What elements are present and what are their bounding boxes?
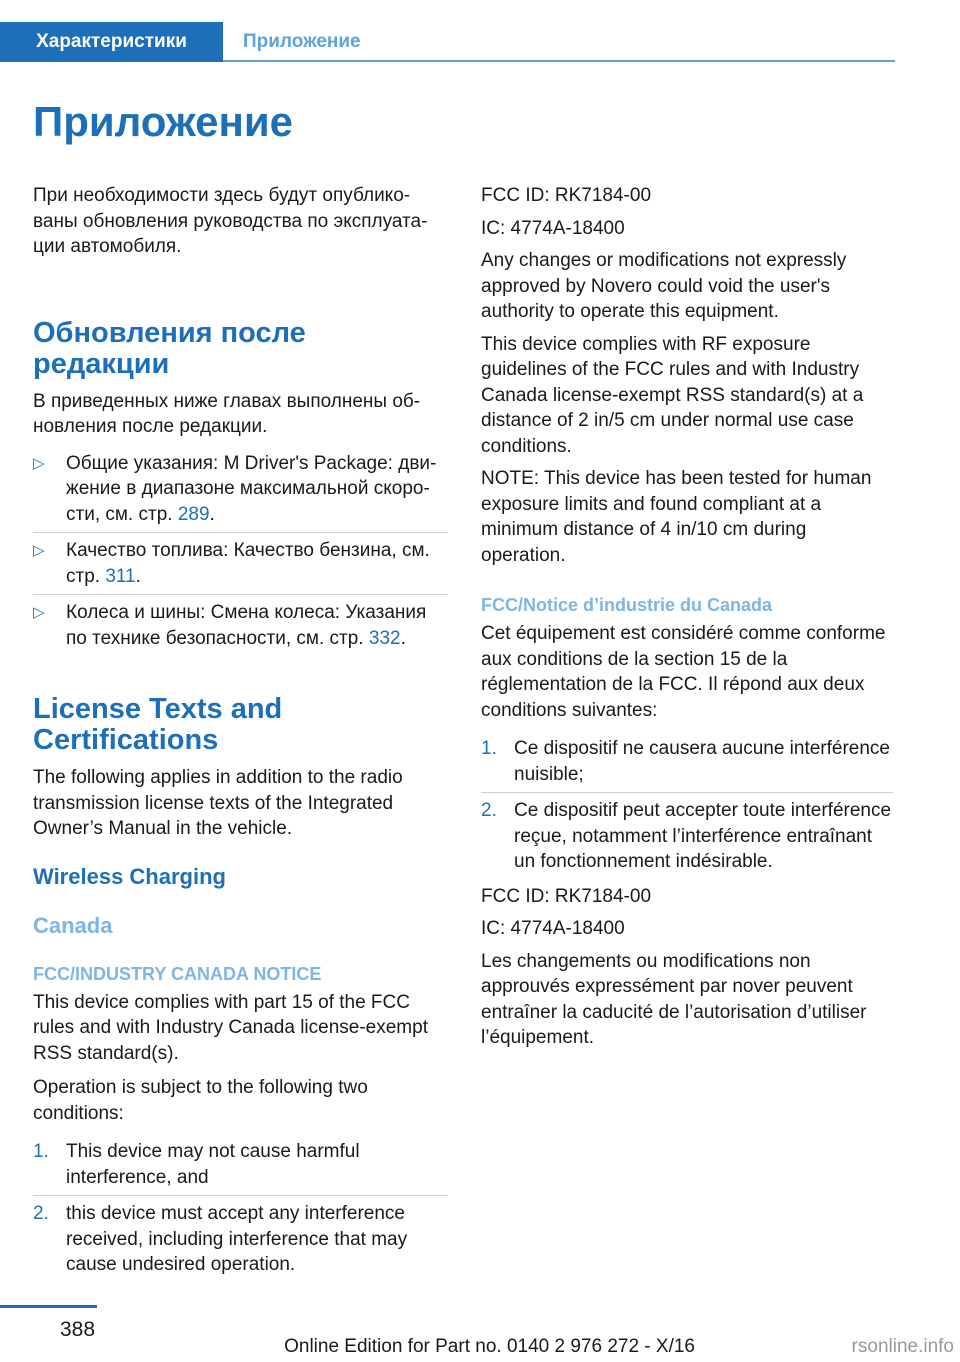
- operation-text: Operation is subject to the following two conditions:: [33, 1077, 368, 1124]
- updates-heading: Обновления после редакции: [33, 316, 306, 380]
- triangle-right-icon: ▷: [33, 454, 45, 472]
- list-number: 1.: [481, 738, 497, 759]
- list-item: [481, 798, 893, 875]
- triangle-right-icon: ▷: [33, 604, 45, 621]
- page-link[interactable]: 332: [368, 627, 401, 649]
- list-item: ▷ Качество топлива: Качество бензина, см. стр. 311.: [33, 538, 448, 589]
- page-title: Приложение: [33, 98, 294, 145]
- page-link[interactable]: 289: [177, 503, 210, 525]
- edition-text: Online Edition for Part no. 0140 2 976 272 - X/16: [284, 1336, 695, 1357]
- left-column: [33, 183, 448, 1287]
- license-heading: License Texts and Certifications: [33, 693, 283, 756]
- list-number: 2.: [33, 1203, 49, 1224]
- fcc-id-2: FCC ID: RK7184-00: [481, 885, 652, 907]
- list-item: ▷ Колеса и шины: Смена колеса: Указания по технике безопасности, см. стр. 332.: [33, 600, 448, 651]
- fr-conditions-list: [481, 736, 893, 875]
- list-item: [33, 1201, 448, 1278]
- list-item-text: Общие указания: M Driver's Package: движение в диапазоне максимальной скорости, см. стр.: [66, 452, 437, 525]
- list-item: [481, 736, 893, 787]
- ic-number-2: IC: 4774A-18400: [481, 918, 625, 939]
- page-number: 388: [60, 1318, 96, 1341]
- fr-text: Cet équipement est considéré comme conforme aux conditions de la section 15 de la réglementation de la FCC. Il répond aux deux conditions suivantes:: [481, 623, 886, 721]
- list-item-text: Качество топлива: Качество бензина, см. стр.: [66, 540, 430, 587]
- fr-changes-text: Les changements ou modifications non approuvés expressément par nover peuvent entraîner la caducité de l’autorisation d’utiliser l’équipement.: [481, 950, 867, 1048]
- triangle-right-icon: ▷: [33, 542, 45, 559]
- note-text: NOTE: This device has been tested for human exposure limits and found compliant at a minimum distance of 4 in/10 cm during operation.: [481, 468, 872, 566]
- canada-heading: Canada: [33, 912, 113, 938]
- list-number: 2.: [481, 800, 497, 821]
- watermark: rsonline.info: [851, 1336, 954, 1357]
- license-text: The following applies in addition to the radio transmission license texts of the Integrated Owner’s Manual in the vehicle.: [33, 767, 403, 839]
- fr-heading: FCC/Notice d’industrie du Canada: [481, 595, 773, 615]
- updates-list: [33, 451, 448, 652]
- right-column: [481, 183, 893, 1058]
- fcc-id: FCC ID: RK7184-00: [481, 185, 652, 206]
- conditions-list: [33, 1139, 448, 1278]
- list-item-text: This device may not cause harmful interference, and: [66, 1141, 360, 1188]
- changes-text: Any changes or modifications not expressly approved by Novero could void the user's authority to operate this equipment.: [481, 250, 847, 322]
- list-item-text: Колеса и шины: Смена колеса: Указания по технике безопасности, см. стр.: [66, 602, 427, 649]
- list-item-text: Ce dispositif ne causera aucune interférence nuisible;: [514, 738, 891, 785]
- tab-characteristics[interactable]: Характеристики: [0, 22, 223, 62]
- list-item: ▷ Общие указания: M Driver's Package: движение в диапазоне максимальной скорости, см. стр. 289.: [33, 452, 437, 525]
- list-item-text: this device must accept any interference received, including interference that may cause undesired operation.: [66, 1203, 408, 1275]
- ic-number: IC: 4774A-18400: [481, 217, 625, 239]
- list-item: [33, 1139, 448, 1190]
- wireless-heading: Wireless Charging: [33, 863, 226, 889]
- fcc-heading: FCC/INDUSTRY CANADA NOTICE: [33, 963, 322, 984]
- updates-text: В приведенных ниже главах выполнены обновления после редакции.: [33, 390, 421, 437]
- list-number: 1.: [33, 1141, 49, 1162]
- list-item-text: Ce dispositif peut accepter toute interférence reçue, notamment l’interférence entraînant un fonctionnement indésirable.: [514, 800, 892, 872]
- fcc-text: This device complies with part 15 of the FCC rules and with Industry Canada license-exempt RSS standard(s).: [33, 991, 428, 1064]
- tab-appendix[interactable]: Приложение: [243, 31, 361, 52]
- rf-text: This device complies with RF exposure guidelines of the FCC rules and with Industry Canada license-exempt RSS standard(s) at a distance of 2 in/5 cm under normal use case conditions.: [481, 333, 864, 457]
- header-tabs: [0, 22, 895, 62]
- intro-text: При необходимости здесь будут опубликованы обновления руководства по эксплуатации автомобиля.: [33, 185, 428, 257]
- footer-rule: [0, 1305, 97, 1308]
- page-link[interactable]: 311: [105, 565, 136, 587]
- tab-underline: [223, 60, 895, 62]
